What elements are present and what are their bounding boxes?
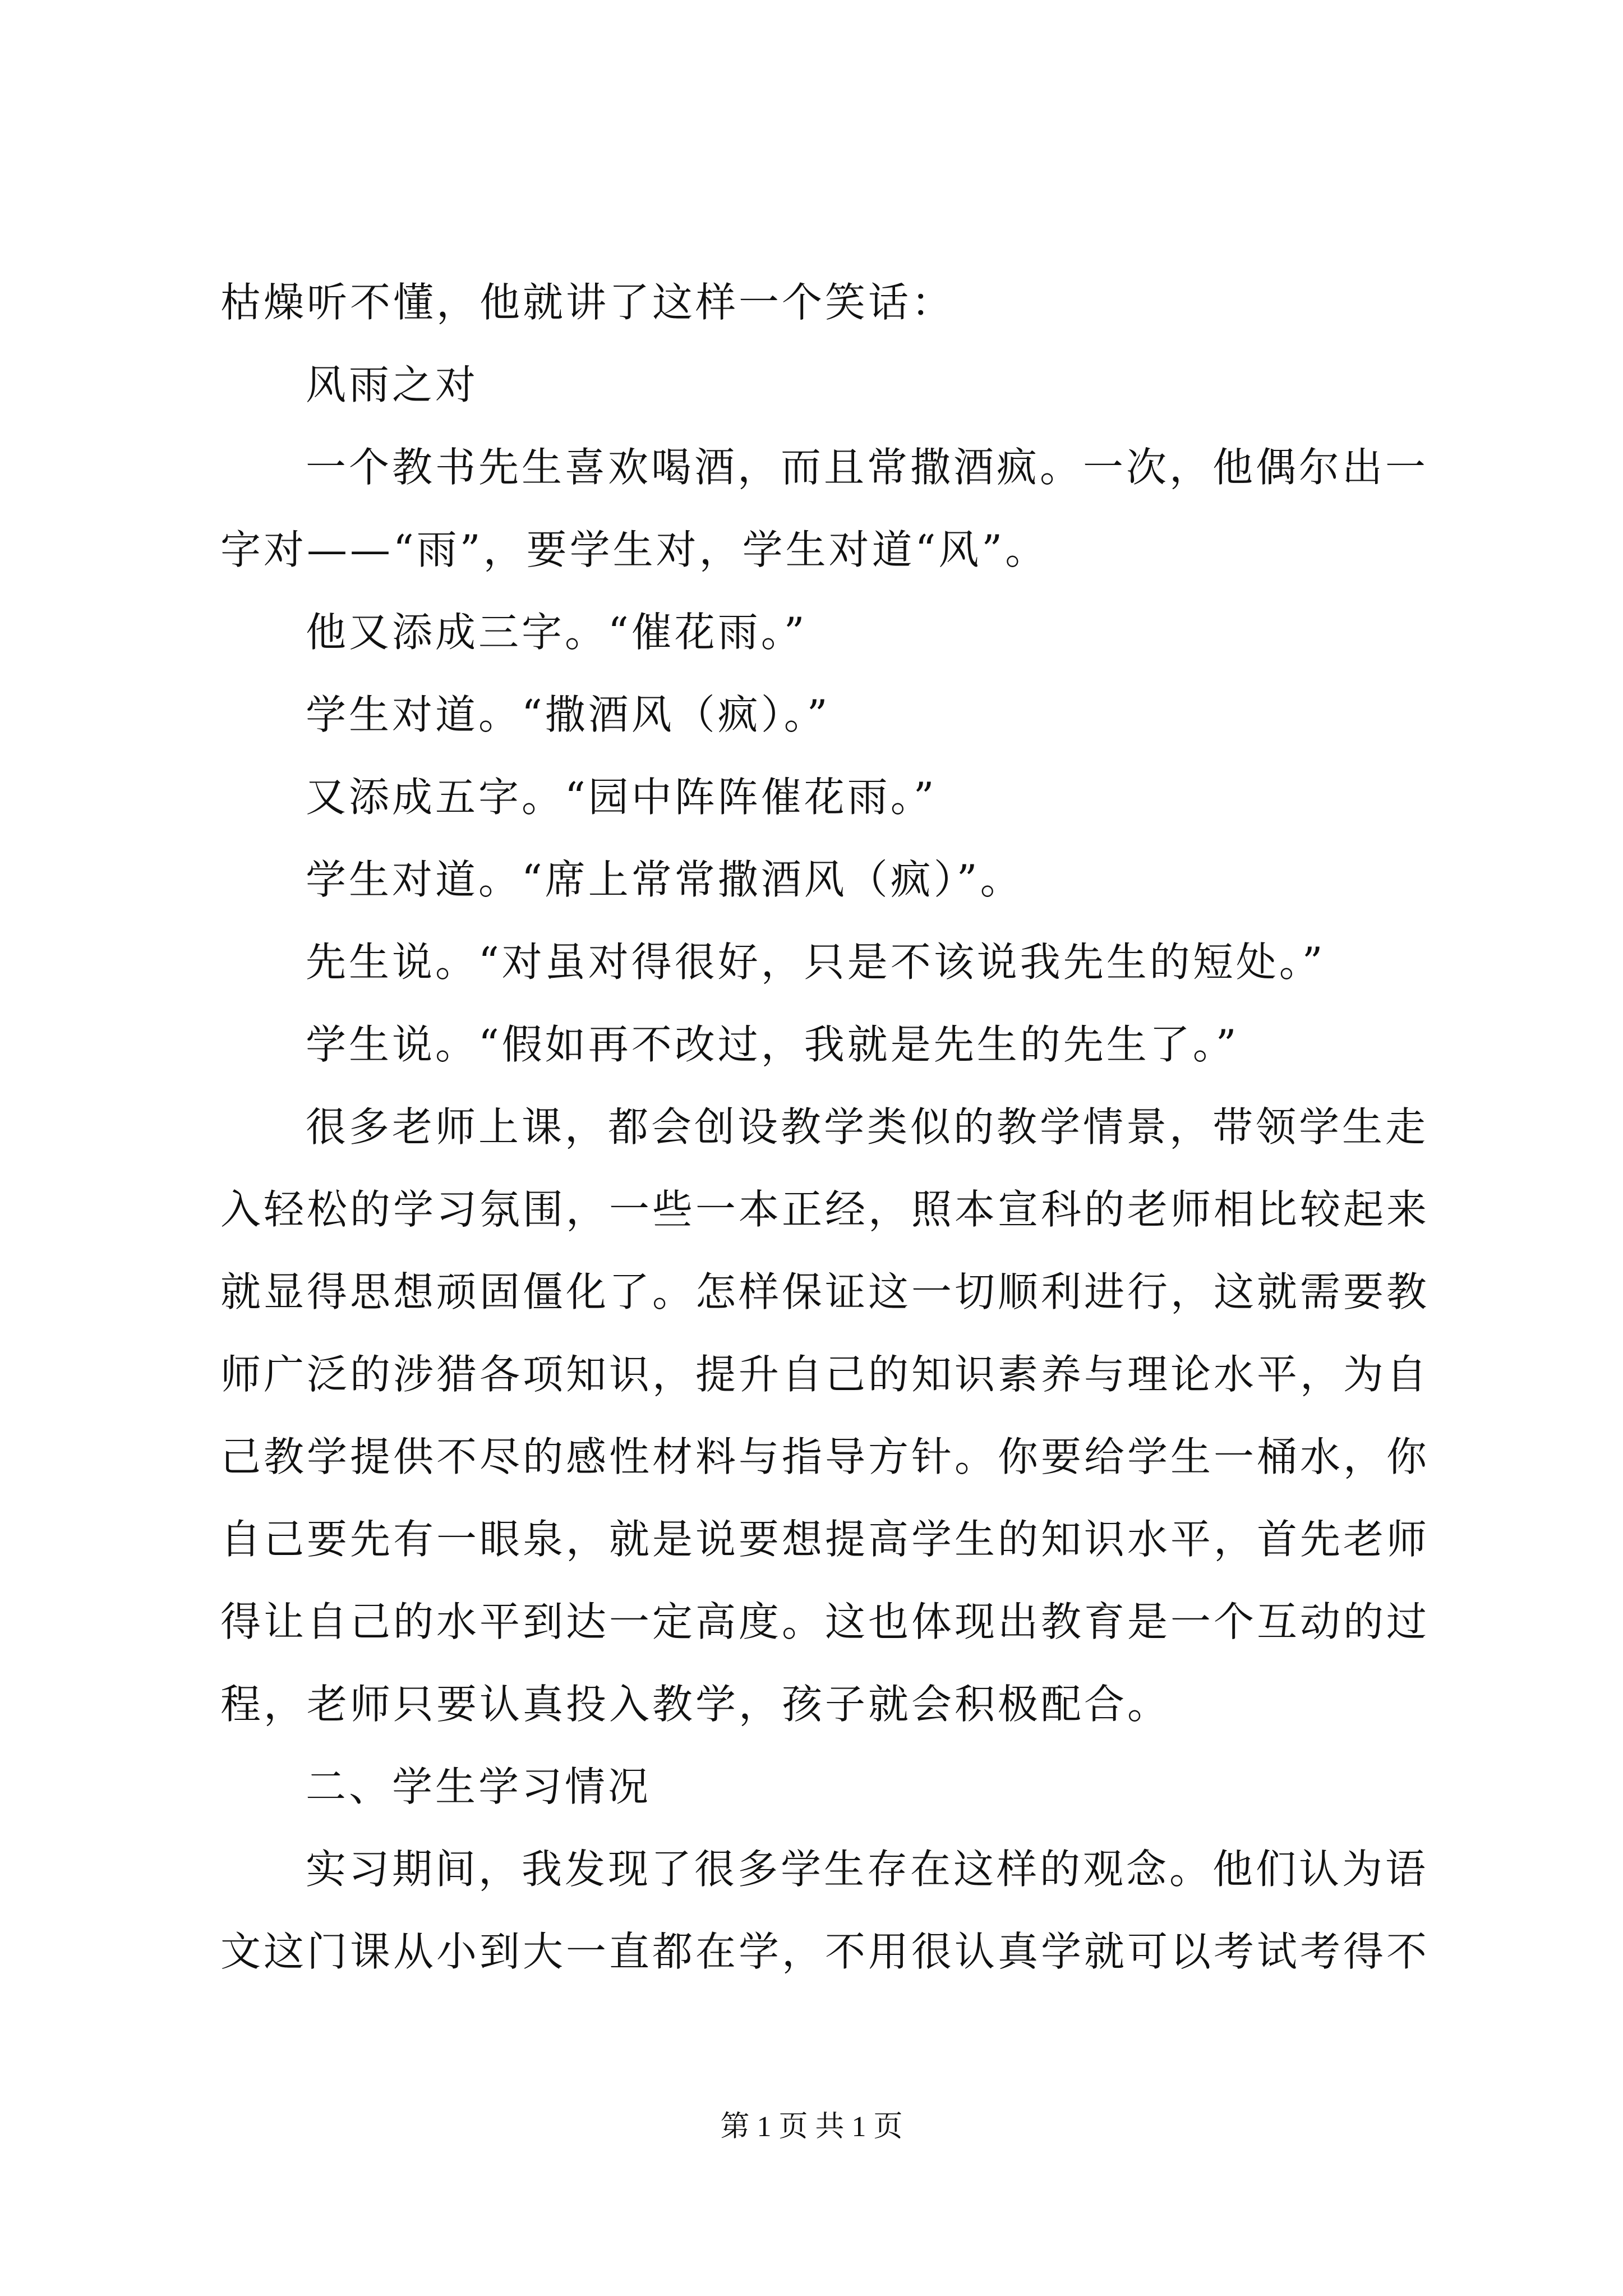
text-line: 学生对道。“席上常常撒酒风（疯）”。	[306, 856, 1023, 903]
text-line: 一个教书先生喜欢喝酒，而且常撒酒疯。一次，他偶尔出一	[306, 444, 1429, 491]
text-line: 实习期间，我发现了很多学生存在这样的观念。他们认为语	[306, 1846, 1429, 1893]
text-line: 学生说。“假如再不改过，我就是先生的先生了。”	[306, 1021, 1239, 1068]
text-line: 程，老师只要认真投入教学，孩子就会积极配合。	[220, 1681, 1171, 1728]
text-line: 又添成五字。“园中阵阵催花雨。”	[306, 774, 937, 821]
story-title: 风雨之对	[306, 361, 479, 408]
document-body	[220, 261, 1430, 1993]
section-heading: 二、学生学习情况	[306, 1763, 652, 1810]
text-line: 枯燥听不懂，他就讲了这样一个笑话：	[220, 279, 955, 326]
text-line: 文这门课从小到大一直都在学，不用很认真学就可以考试考得不	[220, 1928, 1430, 1975]
text-line: 得让自己的水平到达一定高度。这也体现出教育是一个互动的过	[220, 1598, 1430, 1645]
text-line: 很多老师上课，都会创设教学类似的教学情景，带领学生走	[306, 1103, 1429, 1151]
text-line: 师广泛的涉猎各项知识，提升自己的知识素养与理论水平，为自	[220, 1351, 1430, 1398]
text-line: 他又添成三字。“催花雨。”	[306, 609, 808, 656]
text-line: 就显得思想顽固僵化了。怎样保证这一切顺利进行，这就需要教	[220, 1268, 1430, 1315]
text-line: 入轻松的学习氛围，一些一本正经，照本宣科的老师相比较起来	[220, 1186, 1430, 1233]
text-line: 先生说。“对虽对得很好，只是不该说我先生的短处。”	[306, 938, 1326, 986]
text-line: 学生对道。“撒酒风（疯）。”	[306, 691, 831, 738]
text-line: 己教学提供不尽的感性材料与指导方针。你要给学生一桶水，你	[220, 1433, 1430, 1480]
page-footer: 第 1 页 共 1 页	[720, 2111, 903, 2143]
text-line: 字对——“雨”，要学生对，学生对道“风”。	[220, 526, 1049, 573]
text-line: 自己要先有一眼泉，就是说要想提高学生的知识水平，首先老师	[220, 1516, 1430, 1563]
